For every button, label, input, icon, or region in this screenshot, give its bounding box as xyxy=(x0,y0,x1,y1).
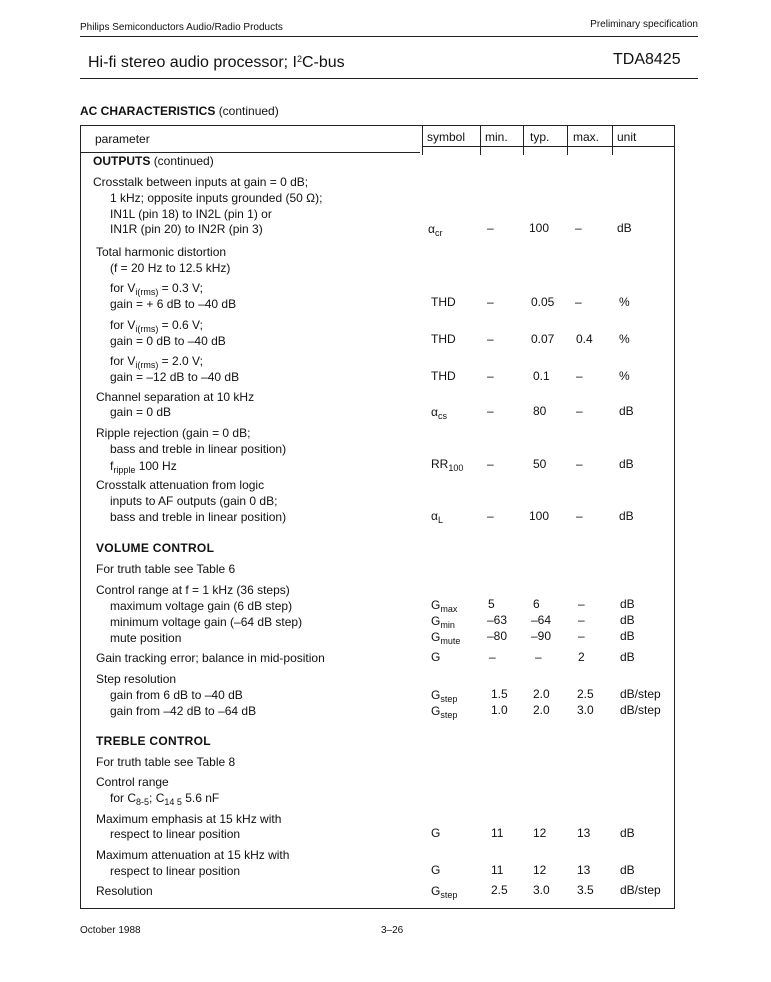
section-title: AC CHARACTERISTICS (continued) xyxy=(80,104,279,118)
volume-range-symbol: $G_{min}$ xyxy=(431,614,455,630)
emphasis-unit: dB xyxy=(620,826,635,840)
treble-truth: For truth table see Table 8 xyxy=(96,755,236,769)
thd-min: – xyxy=(487,332,494,346)
volume-range-min: –63 xyxy=(487,613,508,627)
volume-range-label: mute position xyxy=(110,631,182,645)
thd-typ: 0.07 xyxy=(531,332,555,346)
attenuation-title: Maximum attenuation at 15 kHz with xyxy=(96,848,290,862)
crosstalk-line: Crosstalk between inputs at gain = 0 dB; xyxy=(93,175,309,189)
thd-row-line2: gain = 0 dB to –40 dB xyxy=(110,334,226,348)
step-max: 3.0 xyxy=(577,703,594,717)
logic-title: Crosstalk attenuation from logic xyxy=(96,478,265,492)
volume-range-unit: dB xyxy=(620,597,635,611)
thd-row-line1: for $V_{i(rms)} = 2.0$ V; xyxy=(110,354,203,370)
step-min: 1.5 xyxy=(491,687,508,701)
attenuation-typ: 12 xyxy=(533,863,547,877)
table-left-border xyxy=(80,125,81,908)
emphasis-symbol: G xyxy=(431,826,441,840)
step-typ: 2.0 xyxy=(533,687,550,701)
step-symbol: $G_{step}$ xyxy=(431,704,458,720)
tracking-max: 2 xyxy=(578,650,585,664)
crosstalk-line: IN1R (pin 20) to IN2R (pin 3) xyxy=(110,222,263,236)
thd-max: – xyxy=(576,369,583,383)
ripple-frequency: $f_{ripple}$ 100 Hz xyxy=(110,459,177,475)
volume-range-max: – xyxy=(578,597,585,611)
emphasis-condition: respect to linear position xyxy=(110,827,241,841)
thd-row-line2: gain = –12 dB to –40 dB xyxy=(110,370,240,384)
attenuation-min: 11 xyxy=(491,863,504,877)
thd-unit: % xyxy=(619,332,630,346)
volume-title: VOLUME CONTROL xyxy=(96,541,215,555)
volume-range-unit: dB xyxy=(620,629,635,643)
ripple-symbol: $RR_{100}$ xyxy=(431,457,464,473)
volume-range-symbol: $G_{max}$ xyxy=(431,598,458,614)
thd-symbol: THD xyxy=(431,295,456,309)
thd-title: Total harmonic distortion xyxy=(96,245,227,259)
header-parameter: parameter xyxy=(95,132,150,146)
page-number: 3–26 xyxy=(381,925,404,936)
crosstalk-unit: dB xyxy=(617,221,632,235)
header-max: max. xyxy=(573,130,600,144)
step-typ: 2.0 xyxy=(533,703,550,717)
resolution-max: 3.5 xyxy=(577,883,594,897)
chsep-symbol: $\alpha_{cs}$ xyxy=(431,405,447,421)
chsep-condition: gain = 0 dB xyxy=(110,405,172,419)
table-bottom-rule xyxy=(80,908,675,909)
part-number: TDA8425 xyxy=(613,51,681,68)
thd-max: – xyxy=(575,295,582,309)
treble-range-condition: for $C_{8-5}$; $C_{14 5}$ 5.6 nF xyxy=(110,791,220,807)
tracking-label: Gain tracking error; balance in mid-position xyxy=(96,651,325,665)
col-divider xyxy=(480,125,481,155)
thd-typ: 0.05 xyxy=(531,295,555,309)
step-min: 1.0 xyxy=(491,703,508,717)
chsep-typ: 80 xyxy=(533,404,547,418)
volume-range-label: maximum voltage gain (6 dB step) xyxy=(110,599,293,613)
thd-row-line1: for $V_{i(rms)} = 0.6$ V; xyxy=(110,318,203,334)
header-symbol: symbol xyxy=(427,130,466,144)
col-divider xyxy=(612,125,613,155)
step-unit: dB/step xyxy=(620,703,661,717)
header-typ: typ. xyxy=(530,130,550,144)
emphasis-min: 11 xyxy=(491,826,504,840)
attenuation-symbol: G xyxy=(431,863,441,877)
outputs-title: OUTPUTS (continued) xyxy=(93,154,214,168)
footer-date: October 1988 xyxy=(80,925,141,936)
step-title: Step resolution xyxy=(96,672,177,686)
ripple-condition: bass and treble in linear position) xyxy=(110,442,287,456)
step-symbol: $G_{step}$ xyxy=(431,688,458,704)
attenuation-max: 13 xyxy=(577,863,591,877)
volume-range-unit: dB xyxy=(620,613,635,627)
volume-range-max: – xyxy=(578,613,585,627)
title-rule xyxy=(80,78,698,79)
thd-unit: % xyxy=(619,369,630,383)
logic-symbol: $\alpha_L$ xyxy=(431,509,443,525)
doc-title: Hi-fi stereo audio processor; $I^2C$-bus xyxy=(88,54,345,71)
tracking-symbol: G xyxy=(431,650,441,664)
volume-range-typ: 6 xyxy=(533,597,540,611)
ripple-max: – xyxy=(576,457,583,471)
emphasis-typ: 12 xyxy=(533,826,547,840)
ripple-typ: 50 xyxy=(533,457,547,471)
header-underline-right xyxy=(422,146,674,147)
logic-unit: dB xyxy=(619,509,634,523)
volume-range-min: –80 xyxy=(487,629,508,643)
step-label: gain from –42 dB to –64 dB xyxy=(110,704,257,718)
treble-range-title: Control range xyxy=(96,775,169,789)
volume-range-max: – xyxy=(578,629,585,643)
table-top-rule xyxy=(80,125,675,126)
chsep-title: Channel separation at 10 kHz xyxy=(96,390,255,404)
header-unit: unit xyxy=(617,130,637,144)
thd-unit: % xyxy=(619,295,630,309)
tracking-min: – xyxy=(489,650,496,664)
logic-condition: bass and treble in linear position) xyxy=(110,510,287,524)
thd-symbol: THD xyxy=(431,332,456,346)
chsep-min: – xyxy=(487,404,494,418)
resolution-symbol: $G_{step}$ xyxy=(431,884,458,900)
volume-range-label: minimum voltage gain (–64 dB step) xyxy=(110,615,303,629)
col-divider xyxy=(422,125,423,155)
thd-min: – xyxy=(487,295,494,309)
resolution-label: Resolution xyxy=(96,884,153,898)
crosstalk-typ: 100 xyxy=(529,221,550,235)
volume-range-symbol: $G_{mute}$ xyxy=(431,630,461,646)
logic-max: – xyxy=(576,509,583,523)
header-min: min. xyxy=(485,130,508,144)
company-name: Philips Semiconductors Audio/Radio Products xyxy=(80,22,283,33)
ripple-title: Ripple rejection (gain = 0 dB; xyxy=(96,426,251,440)
step-label: gain from 6 dB to –40 dB xyxy=(110,688,243,702)
emphasis-title: Maximum emphasis at 15 kHz with xyxy=(96,812,282,826)
tracking-typ: – xyxy=(535,650,542,664)
crosstalk-max: – xyxy=(575,221,582,235)
logic-min: – xyxy=(487,509,494,523)
col-divider xyxy=(523,125,524,155)
volume-truth: For truth table see Table 6 xyxy=(96,562,236,576)
crosstalk-line: IN1L (pin 18) to IN2L (pin 1) or xyxy=(110,207,272,221)
crosstalk-line: 1 kHz; opposite inputs grounded (50 Ω); xyxy=(110,191,323,205)
treble-title: TREBLE CONTROL xyxy=(96,734,211,748)
thd-max: 0.4 xyxy=(576,332,593,346)
thd-symbol: THD xyxy=(431,369,456,383)
tracking-unit: dB xyxy=(620,650,635,664)
header-rule xyxy=(80,36,698,37)
resolution-typ: 3.0 xyxy=(533,883,550,897)
logic-typ: 100 xyxy=(529,509,550,523)
chsep-max: – xyxy=(576,404,583,418)
thd-condition: (f = 20 Hz to 12.5 kHz) xyxy=(110,261,231,275)
crosstalk-min: – xyxy=(487,221,494,235)
logic-condition: inputs to AF outputs (gain 0 dB; xyxy=(110,494,278,508)
chsep-unit: dB xyxy=(619,404,634,418)
emphasis-max: 13 xyxy=(577,826,591,840)
crosstalk-symbol: $\alpha_{cr}$ xyxy=(428,222,443,238)
thd-typ: 0.1 xyxy=(533,369,550,383)
table-right-border xyxy=(674,125,675,908)
resolution-unit: dB/step xyxy=(620,883,661,897)
volume-range-title: Control range at f = 1 kHz (36 steps) xyxy=(96,583,290,597)
volume-range-min: 5 xyxy=(488,597,495,611)
step-unit: dB/step xyxy=(620,687,661,701)
spec-status: Preliminary specification xyxy=(590,19,698,30)
col-divider xyxy=(567,125,568,155)
step-max: 2.5 xyxy=(577,687,594,701)
thd-row-line1: for $V_{i(rms)} = 0.3$ V; xyxy=(110,281,203,297)
thd-row-line2: gain = + 6 dB to –40 dB xyxy=(110,297,237,311)
attenuation-condition: respect to linear position xyxy=(110,864,241,878)
attenuation-unit: dB xyxy=(620,863,635,877)
volume-range-typ: –90 xyxy=(531,629,552,643)
ripple-unit: dB xyxy=(619,457,634,471)
ripple-min: – xyxy=(487,457,494,471)
resolution-min: 2.5 xyxy=(491,883,508,897)
volume-range-typ: –64 xyxy=(531,613,552,627)
thd-min: – xyxy=(487,369,494,383)
